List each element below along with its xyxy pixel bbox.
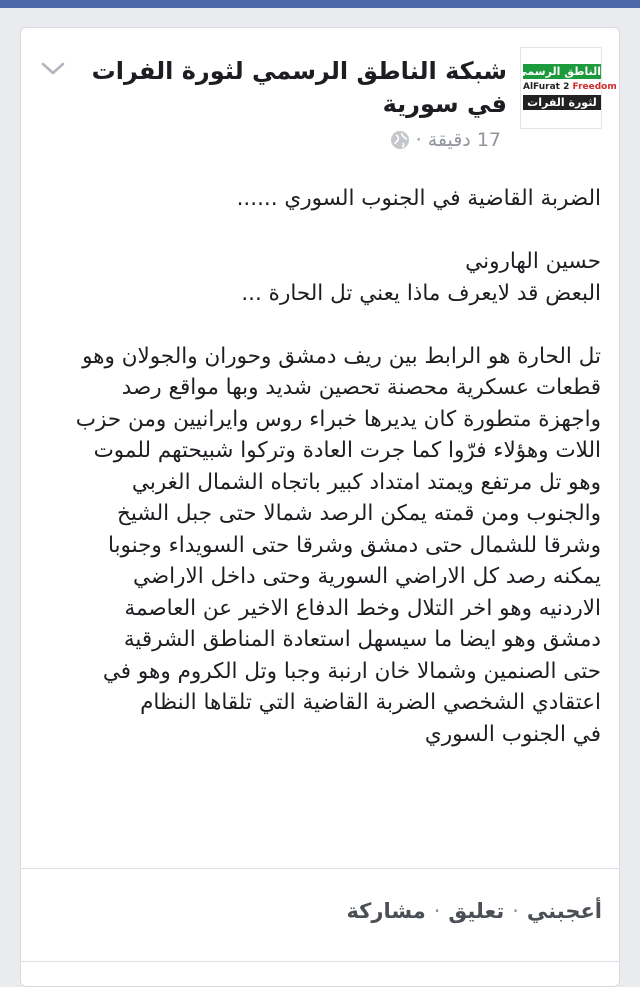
post-text-line: اعتقادي الشخصي الضربة القاضية التي تلقاها النظام (140, 690, 601, 715)
top-navigation-bar (0, 0, 640, 8)
post-card (20, 27, 620, 987)
post-text-line: حتى الصنمين وشمالا خان ارنبة وجبا وتل الكروم وهو في (102, 658, 601, 684)
post-text-line: وهو تل مرتفع ويمتد امتداد كبير باتجاه الشمال الغربي (131, 469, 601, 495)
post-text-line: في الجنوب السوري (424, 721, 601, 747)
chevron-down-icon[interactable] (39, 58, 67, 78)
logo-line-2-a: AlFurat 2 (523, 82, 573, 92)
post-text-line: واجهزة متطورة كان يديرها خبراء روس وايرانيين ومن حزب (75, 406, 601, 432)
post-text-line: البعض قد لايعرف ماذا يعني تل الحارة ... (241, 280, 601, 306)
post-text-line: دمشق وهو ايضا ما سيسهل استعادة المناطق الشرقية (123, 627, 601, 652)
action-separator: · (433, 899, 441, 923)
page-avatar[interactable] (516, 47, 617, 129)
post-text-line: والجنوب ومن قمته يمكن الرصد شمالا حتى جبل الشيخ (117, 501, 601, 526)
post-blank-line (51, 309, 601, 341)
logo-line-2-b: Freedom (572, 82, 617, 92)
page-logo (516, 64, 617, 112)
post-text-line: تل الحارة هو الرابط بين ريف دمشق وحوران والجولان وهو (82, 343, 601, 369)
share-button[interactable]: مشاركة (346, 899, 426, 923)
comment-button[interactable]: تعليق (448, 899, 505, 923)
actions-divider (21, 868, 619, 869)
page-name-link[interactable]: شبكة الناطق الرسمي لثورة الفرات في سورية (91, 57, 507, 118)
post-text-line: قطعات عسكرية محصنة تحصين شديد وبها مواقع رصد (121, 375, 601, 400)
meta-separator: · (415, 129, 422, 151)
post-text-line: يمكنه رصد كل الاراضي السورية وحتى داخل الاراضي (132, 564, 601, 589)
logo-line-2 (523, 80, 617, 94)
comments-divider (21, 961, 619, 962)
post-body-text (51, 183, 601, 750)
globe-icon (390, 130, 410, 150)
post-blank-line (51, 215, 601, 247)
action-separator: · (512, 899, 519, 923)
post-text-line: الضربة القاضية في الجنوب السوري ...... (236, 186, 601, 211)
logo-line-1: الناطق الرسمي (516, 65, 601, 78)
post-text-line: حسين الهاروني (465, 249, 601, 274)
post-text-line: اللات وهؤلاء فرّوا كما جرت العادة وتركوا شبيحتهم للموت (93, 438, 601, 463)
post-text-line: وشرقا للشمال حتى دمشق وشرقا حتى السويداء وجنوبا (107, 532, 601, 558)
post-timestamp[interactable]: 17 دقيقة (427, 129, 501, 151)
post-text-line: الاردنيه وهو اخر التلال وخط الدفاع الاخير عن العاصمة (124, 595, 601, 621)
like-button[interactable]: أعجبني (526, 899, 602, 923)
post-meta (390, 126, 501, 154)
post-actions (346, 894, 602, 928)
logo-line-3: لثورة الفرات (523, 95, 601, 110)
